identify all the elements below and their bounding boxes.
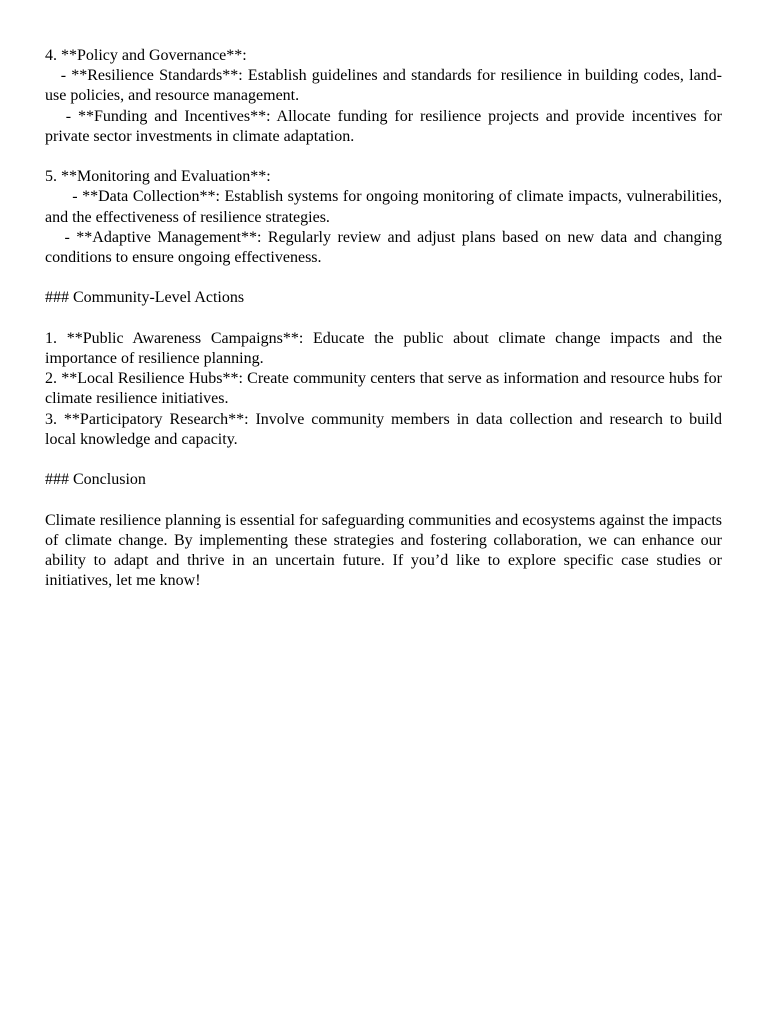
conclusion-block <box>45 511 726 592</box>
document-body <box>45 46 727 612</box>
policy-heading: 4. **Policy and Governance**: <box>45 47 247 64</box>
monitoring-section <box>45 167 727 268</box>
list-item: 2. **Local Resilience Hubs**: Create community centers that serve as information and resource hubs for climate resilience initiatives. <box>45 370 726 408</box>
community-list <box>45 329 726 450</box>
community-heading: ### Community-Level Actions <box>45 289 245 307</box>
adaptive-management-item: - **Adaptive Management**: Regularly review and adjust plans based on new data and changing conditions to ensure ongoing effectiveness. <box>45 228 727 267</box>
list-item: 1. **Public Awareness Campaigns**: Educate the public about climate change impacts and the importance of resilience planning. <box>45 329 726 367</box>
list-item: 3. **Participatory Research**: Involve community members in data collection and research to build local knowledge and capacity. <box>45 410 726 448</box>
conclusion-heading-block <box>45 470 722 490</box>
funding-incentives-item: - **Funding and Incentives**: Allocate funding for resilience projects and provide incentives for private sector investments in climate adaptation. <box>45 107 727 145</box>
conclusion-paragraph: Climate resilience planning is essential for safeguarding communities and ecosystems against the impacts of climate change. By implementing these strategies and fostering collaboration, we can enhance our ability to adapt and thrive in an uncertain future. If you’d like to explore specific case studies or initiatives, let me know! <box>45 511 726 590</box>
community-heading-block <box>45 288 722 308</box>
policy-section <box>45 46 727 147</box>
data-collection-item: - **Data Collection**: Establish systems for ongoing monitoring of climate impacts, vulnerabilities, and the effectiveness of resilience strategies. <box>45 188 727 226</box>
resilience-standards-item: - **Resilience Standards**: Establish guidelines and standards for resilience in building codes, land-use policies, and resource management. <box>45 67 723 105</box>
monitoring-heading: 5. **Monitoring and Evaluation**: <box>45 168 271 186</box>
conclusion-heading: ### Conclusion <box>45 471 146 489</box>
